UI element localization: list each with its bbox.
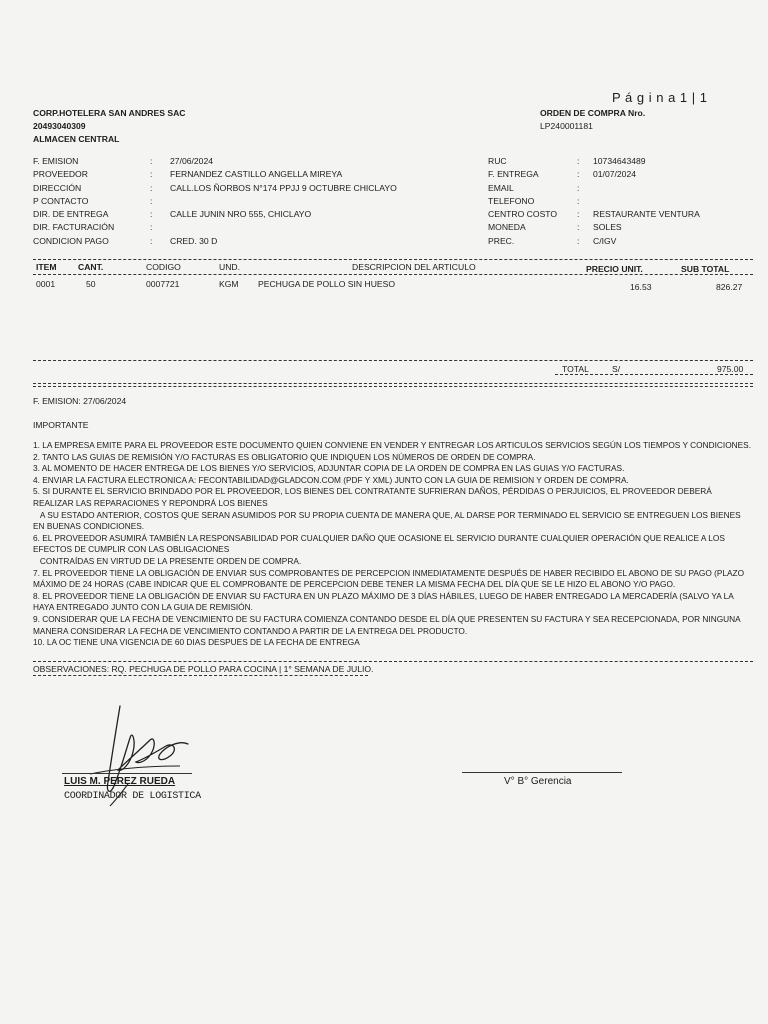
condition-item: 1. LA EMPRESA EMITE PARA EL PROVEEDOR ESTE DOCUMENTO QUIEN CONVIENE EN VENDER Y ENTREGAR LOS ARTICULOS SERVICIOS SEGÚN LOS TIEMPOS Y CONDICIONES. [33,440,752,450]
field-label: CONDICION PAGO [33,236,109,246]
field-colon: : [150,196,153,206]
cell-desc: PECHUGA DE POLLO SIN HUESO [258,279,396,289]
observations: OBSERVACIONES: RQ. PECHUGA DE POLLO PARA COCINA | 1° SEMANA DE JULIO. [33,664,374,674]
field-value: 27/06/2024 [170,156,214,166]
field-colon: : [577,209,580,219]
footer-emission: F. EMISION: 27/06/2024 [33,396,127,406]
field-colon: : [150,222,153,232]
field-value: CALLE JUNIN NRO 555, CHICLAYO [170,209,312,219]
field-label: PREC. [488,236,515,246]
field-label: DIR. DE ENTREGA [33,209,109,219]
company-warehouse: ALMACEN CENTRAL [33,134,120,144]
right-signature-line [462,772,622,773]
field-label: F. EMISION [33,156,79,166]
observations-bottom-rule [33,675,368,676]
header-qty: CANT. [78,262,104,272]
signer-name: LUIS M. PEREZ RUEDA [64,776,176,787]
field-colon: : [150,209,153,219]
field-value: C/IGV [593,236,617,246]
field-label: F. ENTREGA [488,169,539,179]
condition-item: CONTRAÍDAS EN VIRTUD DE LA PRESENTE ORDEN DE COMPRA. [33,555,302,566]
field-value: SOLES [593,222,622,232]
total-top-rule [33,360,753,361]
field-value: 01/07/2024 [593,169,637,179]
cell-price: 16.53 [630,282,652,292]
important-title: IMPORTANTE [33,420,89,430]
cell-subtotal: 826.27 [716,282,743,292]
field-colon: : [577,222,580,232]
condition-item: 10. LA OC TIENE UNA VIGENCIA DE 60 DIAS DESPUES DE LA FECHA DE ENTREGA [33,637,360,648]
condition-item: 9. CONSIDERAR QUE LA FECHA DE VENCIMIENTO DE SU FACTURA COMIENZA CONTANDO DESDE EL DÍA QUE PRESENTEN SU FACTURA Y SEA RECEPCIONADA, POR NINGUNA MANERA CONSIDERAR LA FECHA DE VENCIMIENTO CONTANDO A PARTIR DE LA ENTREGA DEL PRODUCTO. [33,613,741,636]
field-label: MONEDA [488,222,526,232]
cell-unit: KGM [219,279,239,289]
condition-item: 6. EL PROVEEDOR ASUMIRÁ TAMBIÉN LA RESPONSABILIDAD POR CUALQUIER DAÑO QUE OCASIONE EL SERVICIO DURANTE CUALQUIER OPERACIÓN QUE REALICE A LOS EFECTOS DE CUMPLIR CON LAS OBLIGACIONES [33,532,725,555]
field-label: DIR. FACTURACIÓN [33,222,115,232]
field-value: FERNANDEZ CASTILLO ANGELLA MIREYA [170,169,343,179]
header-code: CODIGO [146,262,181,272]
order-number: LP240001181 [540,121,593,131]
field-label: TELEFONO [488,196,535,206]
field-colon: : [577,236,580,246]
field-colon: : [577,183,580,193]
company-name: CORP.HOTELERA SAN ANDRES SAC [33,108,186,118]
header-desc: DESCRIPCION DEL ARTICULO [352,262,476,272]
field-label: RUC [488,156,507,166]
cell-qty: 50 [86,279,96,289]
order-title: ORDEN DE COMPRA Nro. [540,108,646,118]
total-value-rule [555,374,753,375]
condition-item: 8. EL PROVEEDOR TIENE LA OBLIGACIÓN DE ENVIAR SU FACTURA EN UN PLAZO MÁXIMO DE 3 DÍAS HÁBILES, LUEGO DE HABER ENTREGADO LA MERCADERÍA (SALVO YA LA HAYA ENTREGADO JUNTO CON LA GUIA DE REMISIÓN. [33,590,734,613]
total-double-rule [33,383,753,387]
condition-item: 7. EL PROVEEDOR TIENE LA OBLIGACIÓN DE ENVIAR SUS COMPROBANTES DE PERCEPCION INMEDIATAMENTE DESPUÉS DE HABER RECIBIDO EL ABONO DE SU PAGO (PLAZO MÁXIMO DE 24 HORAS (CABE INDICAR QUE EL COMPROBANTE DE PERCEPCION DEBE TENER LA MISMA FECHA DEL DÍA QUE SE LE HIZO EL ABONO Y/O PAGO. [33,567,745,590]
header-unit: UND. [219,262,241,272]
field-colon: : [150,183,153,193]
page-number: P á g i n a 1 | 1 [612,90,708,105]
condition-item: 3. AL MOMENTO DE HACER ENTREGA DE LOS BIENES Y/O SERVICIOS, ADJUNTAR COPIA DE LA ORDEN DE COMPRA EN LAS GUIAS Y/O FACTURAS. [33,463,625,474]
field-colon: : [150,156,153,166]
observations-top-rule [33,661,753,662]
field-label: DIRECCIÓN [33,183,82,193]
field-value: CRED. 30 D [170,236,218,246]
field-colon: : [577,156,580,166]
total-currency: S/ [612,364,621,374]
conditions-list [33,440,753,649]
field-colon: : [577,196,580,206]
cell-item: 0001 [36,279,56,289]
table-top-rule [33,259,753,260]
field-colon: : [577,169,580,179]
left-signature-line [62,773,192,774]
field-value: RESTAURANTE VENTURA [593,209,700,219]
management-approval: V° B° Gerencia [504,776,572,787]
header-subtotal: SUB TOTAL [681,264,730,274]
field-colon: : [150,169,153,179]
condition-item: 5. SI DURANTE EL SERVICIO BRINDADO POR EL PROVEEDOR, LOS BIENES DEL CONTRATANTE SUFRIERAN DAÑOS, PÉRDIDAS O PERJUICIOS, EL PROVEEDOR DEBERÁ REALIZAR LAS REPARACIONES Y REPONDRÁ LOS BIENES [33,486,712,508]
table-header-rule [33,274,753,275]
company-ruc: 20493040309 [33,121,86,131]
cell-code: 0007721 [146,279,180,289]
total-label: TOTAL [562,364,589,374]
condition-item: A SU ESTADO ANTERIOR, COSTOS QUE SERAN ASUMIDOS POR SU PROPIA CUENTA DE MANERA QUE, AL DARSE POR TERMINADO EL SERVICIO SE ENTREGUEN LOS BIENES EN BUENAS CONDICIONES. [33,509,744,532]
field-value: CALL.LOS ÑORBOS N°174 PPJJ 9 OCTUBRE CHICLAYO [170,183,397,193]
condition-item: 2. TANTO LAS GUIAS DE REMISIÓN Y/O FACTURAS ES OBLIGATORIO QUE INDIQUEN LOS NÚMEROS DE ORDEN DE COMPRA. [33,451,536,462]
header-item: ITEM [36,262,57,272]
field-colon: : [150,236,153,246]
field-label: EMAIL [488,183,514,193]
signer-role: COORDINADOR DE LOGISTICA [64,791,201,802]
total-value: 975.00 [717,364,744,374]
condition-item: 4. ENVIAR LA FACTURA ELECTRONICA A: FECONTABILIDAD@GLADCON.COM (PDF Y XML) JUNTO CON LA GUIA DE REMISION Y ORDEN DE COMPRA. [33,474,629,485]
field-label: CENTRO COSTO [488,209,558,219]
field-label: PROVEEDOR [33,169,88,179]
field-value: 10734643489 [593,156,646,166]
field-label: P CONTACTO [33,196,89,206]
header-price: PRECIO UNIT. [586,264,643,274]
